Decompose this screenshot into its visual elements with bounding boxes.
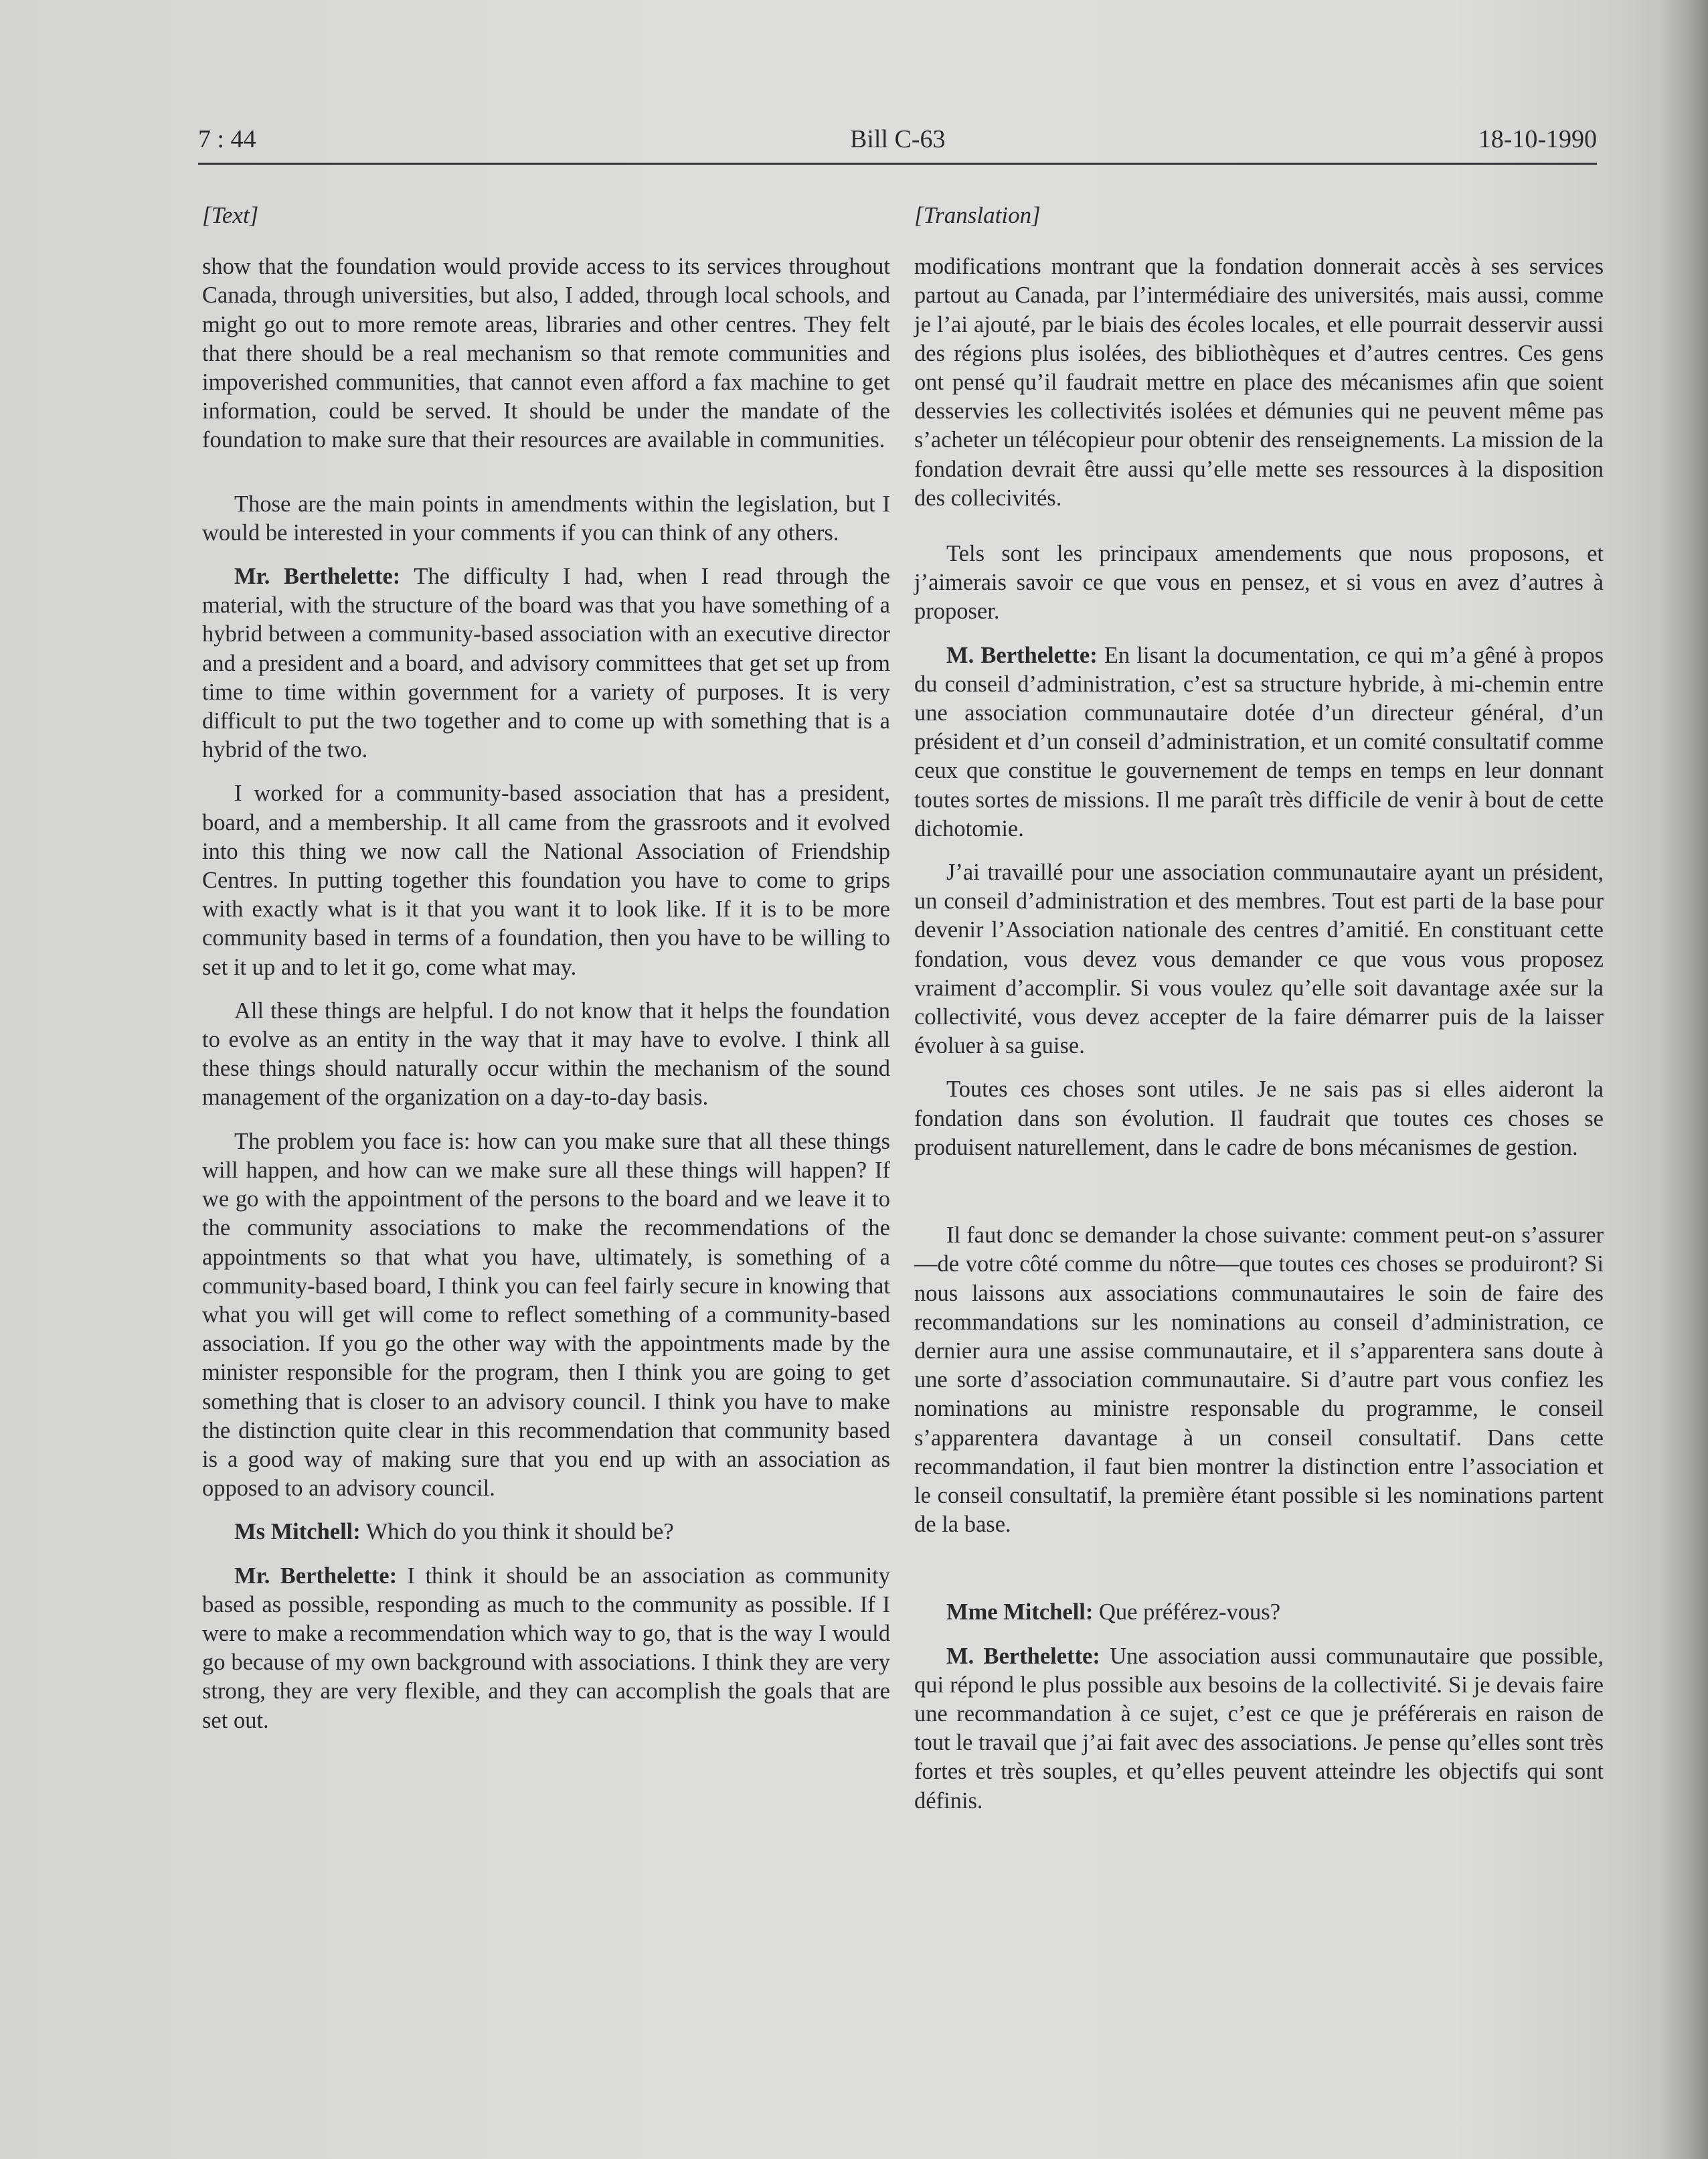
paragraph	[914, 1221, 1604, 1539]
paragraph	[202, 490, 890, 548]
paragraph	[914, 252, 1604, 513]
paragraph-text: The problem you face is: how can you make sure that all these things will happen, and how can we make sure all these things will happen? If we go with the appointment of the persons to the board and we leave it to the community associations to make the recommendations of the appointments so that what you have, ultimately, is something of a community-based board, I think you can feel fairly secure in knowing that what you will get will come to reflect something of a community-based association. If you go the other way with the appointments made by the minister responsible for the program, then I think you are going to get something that is closer to an advisory council. I think you have to make the distinction quite clear in this recommendation that community based is a good way of making sure that you end up with an association as opposed to an advisory council.	[202, 1128, 890, 1502]
speaker-name: Mme Mitchell:	[946, 1599, 1094, 1625]
paragraph-text: All these things are helpful. I do not know that it helps the foundation to evolve as an entity in the way that it may have to evolve. I think all these things should naturally occur within the mechanism of the sound management of the organization on a day-to-day basis.	[202, 997, 890, 1111]
page-number: 7 : 44	[198, 125, 256, 153]
paragraph	[202, 779, 890, 981]
french-column	[914, 201, 1604, 1816]
paragraph	[914, 1598, 1604, 1627]
bill-title: Bill C-63	[850, 125, 946, 153]
paragraph-text: I worked for a community-based association that has a president, board, and a membership. It all came from the grassroots and it evolved into this thing we now call the National Association of Friendship Centres. In putting together this foundation you have to come to grips with exactly what is it that you want it to look like. If it is to be more community based in terms of a foundation, then you have to be willing to set it up and to let it go, come what may.	[202, 781, 890, 980]
paragraph	[202, 1562, 890, 1735]
paragraph-text: Those are the main points in amendments within the legislation, but I would be interested in your comments if you can think of any others.	[202, 491, 890, 546]
speaker-name: Ms Mitchell:	[234, 1519, 361, 1545]
page-edge-shadow	[1661, 0, 1708, 2159]
paragraph	[914, 641, 1604, 844]
paragraph	[914, 540, 1604, 627]
paragraph	[202, 562, 890, 765]
column-label-translation: [Translation]	[914, 202, 1041, 228]
paragraph-text: modifications montrant que la fondation donnerait accès à ses services partout au Canada, par l’intermédiaire des universités, mais aussi, comme je l’ai ajouté, par le biais des écoles locales, et elle pourrait desservir aussi des régions plus isolées, des bibliothèques et d’autres centres. Ces gens ont pensé qu’il faudrait mettre en place des mécanismes afin que soient desservies les collectivités isolées et démunies qui ne peuvent même pas s’acheter un télécopieur pour obtenir des renseignements. La mission de la fondation devrait être aussi qu’elle mette ses ressources à la disposition des collecivités.	[914, 254, 1604, 511]
paragraph-text: Toutes ces choses sont utiles. Je ne sais pas si elles aideront la fondation dans son évolution. Il faudrait que toutes ces choses se produisent naturellement, dans le cadre de bons mécanismes de gestion.	[914, 1076, 1604, 1160]
header-rule	[198, 163, 1597, 165]
paragraph-text: Which do you think it should be?	[360, 1519, 674, 1545]
paragraph	[914, 1075, 1604, 1162]
paragraph-text: En lisant la documentation, ce qui m’a gêné à propos du conseil d’administration, c’est sa structure hybride, à mi-chemin entre une association communautaire dotée d’un directeur général, d’un président et d’un conseil d’administration, et un comité consultatif comme ceux que constitue le gouvernement de temps en temps en leur donnant toutes sortes de missions. Il me paraît très difficile de venir à bout de cette dichotomie.	[914, 642, 1604, 842]
paragraph-text: Tels sont les principaux amendements que nous proposons, et j’aimerais savoir ce que vous en pensez, et si vous en avez d’autres à proposer.	[914, 541, 1604, 625]
paragraph	[202, 1127, 890, 1504]
speaker-name: Mr. Berthelette:	[234, 564, 401, 590]
paragraph	[202, 1518, 890, 1546]
page-header	[198, 125, 1597, 165]
speaker-name: M. Berthelette:	[946, 1643, 1100, 1669]
paragraph	[202, 252, 890, 455]
paragraph	[202, 997, 890, 1113]
paragraph	[914, 858, 1604, 1060]
paragraph	[914, 1642, 1604, 1816]
column-label-text: [Text]	[202, 202, 259, 228]
paragraph-text: The difficulty I had, when I read through the material, with the structure of the board was that you have something of a hybrid between a community-based association with an executive director and a president and a board, and advisory committees that get set up from time to time within government for a variety of purposes. It is very difficult to put the two together and to come up with something that is a hybrid of the two.	[202, 564, 890, 763]
english-column	[202, 201, 890, 1735]
speaker-name: M. Berthelette:	[946, 642, 1098, 668]
paragraph-text: Que préférez-vous?	[1093, 1599, 1281, 1625]
paragraph-text: I think it should be an association as community based as possible, responding as much to the community as possible. If I were to make a recommendation which way to go, that is the way I would go because of my own background with associations. I think they are very strong, they are very flexible, and they can accomplish the goals that are set out.	[202, 1563, 891, 1733]
header-date: 18-10-1990	[1478, 125, 1597, 153]
paragraph-text: show that the foundation would provide access to its services throughout Canada, through universities, but also, I added, through local schools, and might go out to more remote areas, libraries and other centres. They felt that there should be a real mechanism so that remote communities and impoverished communities, that cannot even afford a fax machine to get information, could be served. It should be under the mandate of the foundation to make sure that their resources are available in communities.	[202, 254, 890, 453]
paragraph-text: J’ai travaillé pour une association communautaire ayant un président, un conseil d’administration et des membres. Tout est parti de la base pour devenir l’Association nationale des centres d’amitié. En constituant cette fondation, vous devez vous demander ce que vous vous proposez vraiment d’accomplir. Si vous voulez qu’elle soit davantage axée sur la collectivité, vous devez accepter de la faire démarrer puis de la laisser évoluer à sa guise.	[914, 860, 1604, 1059]
speaker-name: Mr. Berthelette:	[234, 1563, 398, 1589]
paragraph-text: Une association aussi communautaire que possible, qui répond le plus possible aux besoins de la collectivité. Si je devais faire une recommandation à ce sujet, c’est ce que je préférerais en raison de tout le travail que j’ai fait avec des associations. Je pense qu’elles sont très fortes et très souples, et qu’elles peuvent atteindre les objectifs qui sont définis.	[914, 1643, 1604, 1814]
paragraph-text: Il faut donc se demander la chose suivante: comment peut-on s’assurer—de votre côté comme du nôtre—que toutes ces choses se produiront? Si nous laissons aux associations communautaires le soin de faire des recommandations sur les nominations au conseil d’administration, ce dernier aura une assise communautaire, et il s’apparentera sans doute à une sorte d’association communautaire. Si d’autre part vous confiez les nominations au ministre responsable du programme, le conseil s’apparentera davantage à un conseil consultatif. Dans cette recommandation, il faut bien montrer la distinction entre l’association et le conseil consultatif, la première étant possible si les nominations partent de la base.	[914, 1222, 1604, 1538]
